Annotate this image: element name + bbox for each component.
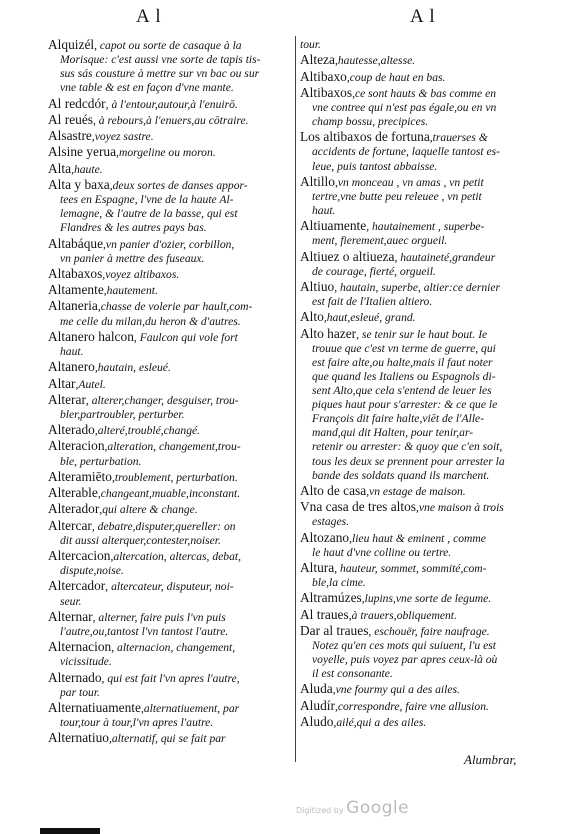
entry-definition: est fait de l'Italien altiero.	[312, 295, 433, 309]
entry-line	[300, 653, 528, 667]
entry-line	[48, 113, 294, 128]
entry-line	[300, 86, 528, 101]
entry-headword: Alteracion	[48, 439, 105, 454]
entry-line	[48, 595, 294, 609]
entry-line	[300, 561, 528, 576]
entry-line	[300, 53, 528, 68]
entry-headword: Alternado	[48, 670, 102, 685]
entry-definition: haut.	[312, 203, 336, 217]
entry-line	[300, 295, 528, 309]
entry-headword: Al traues	[300, 607, 349, 622]
entry-definition: ,hautement.	[103, 284, 158, 298]
entry-definition: ,deux sortes de danses appor-	[109, 178, 248, 192]
dictionary-entry	[48, 237, 294, 266]
dictionary-entry	[300, 219, 528, 248]
entry-line	[48, 439, 294, 454]
dictionary-entry	[48, 610, 294, 639]
entry-line	[48, 610, 294, 625]
entry-line	[300, 70, 528, 85]
entry-line	[48, 655, 294, 669]
entry-headword: Altura	[300, 560, 335, 575]
entry-definition: , alterer,changer, desguiser, trou-	[85, 393, 239, 407]
entry-line	[48, 486, 294, 501]
entry-definition: sus sás cousture à mettre sur vn bac ou sur	[60, 67, 260, 81]
entry-line	[48, 534, 294, 548]
dictionary-entry	[300, 484, 528, 499]
entry-definition: ,vn monceau , vn amas , vn petit	[334, 175, 484, 189]
entry-definition: bande des soldats quand ils marchent.	[312, 468, 490, 482]
entry-line	[300, 115, 528, 129]
dictionary-entry	[48, 671, 294, 700]
entry-definition: ,voyez sastre.	[91, 130, 154, 144]
entry-definition: tour.	[300, 38, 321, 51]
entry-definition: ble, perturbation.	[60, 454, 142, 468]
entry-definition: , alterner, faire puis l'vn puis	[92, 610, 226, 624]
dictionary-entry	[300, 561, 528, 590]
entry-headword: Alterado	[48, 423, 95, 438]
entry-line	[48, 53, 294, 67]
entry-line	[48, 345, 294, 359]
entry-line	[48, 502, 294, 517]
entry-line	[48, 252, 294, 266]
entry-definition: est faire alte,ou halte,mais il faut noter	[312, 355, 493, 369]
entry-line	[300, 280, 528, 295]
entry-line	[300, 219, 528, 234]
entry-line	[300, 699, 528, 714]
entry-definition: ,ailé,qui a des ailes.	[333, 715, 427, 729]
entry-definition: leue, puis tantost abbaisse.	[312, 159, 438, 173]
entry-definition: mand,qui dit Halten, pour tenir,ar-	[312, 426, 474, 440]
dictionary-entry	[48, 129, 294, 144]
dictionary-entry	[48, 178, 294, 235]
dictionary-entry	[48, 439, 294, 468]
entry-definition: , alternacion, changement,	[111, 641, 236, 655]
dictionary-entry	[300, 280, 528, 309]
entry-headword: Alternar	[48, 609, 93, 624]
dictionary-entry	[300, 250, 528, 279]
dictionary-entry	[48, 330, 294, 359]
dictionary-entry	[48, 283, 294, 298]
entry-headword: Altibaxos	[300, 85, 353, 100]
dictionary-entry	[300, 715, 528, 730]
entry-line	[300, 576, 528, 590]
entry-definition: champ bossu, precipices.	[312, 115, 429, 129]
entry-line	[300, 145, 528, 159]
entry-definition: me celle du milan,du heron & d'autres.	[60, 314, 241, 328]
entry-definition: ,correspondre, faire vne allusion.	[334, 699, 489, 713]
dictionary-entry	[48, 731, 294, 746]
entry-definition: ,changeant,muable,inconstant.	[97, 487, 241, 501]
entry-definition: sent Alto,que cela s'entend de leuer les	[312, 384, 492, 398]
entry-line	[48, 330, 294, 345]
entry-definition: l'autre,ou,tantost l'vn tantost l'autre.	[60, 624, 229, 638]
entry-headword: Alsastre	[48, 129, 92, 144]
entry-definition: ,vne fourmy qui a des ailes.	[332, 683, 460, 697]
dictionary-entry	[300, 591, 528, 606]
entry-line	[300, 130, 528, 145]
column-divider	[295, 36, 296, 762]
left-column	[48, 38, 294, 748]
entry-definition: de courage, fierté, orgueil.	[312, 264, 436, 278]
entry-headword: Dar al traues	[300, 623, 369, 638]
entry-definition: ,lieu haut & eminent , comme	[349, 531, 486, 545]
entry-headword: Altanero halcon	[48, 329, 134, 344]
entry-headword: Vna casa de tres altos	[300, 500, 417, 515]
dictionary-entry	[48, 162, 294, 177]
entry-line	[300, 38, 528, 52]
entry-definition: lemagne, & l'autre de la basse, qui est	[60, 207, 238, 221]
dictionary-entry	[300, 682, 528, 697]
entry-line	[48, 38, 294, 53]
entry-definition: trouue que c'est vn terme de guerre, qui	[312, 341, 496, 355]
entry-line	[300, 500, 528, 515]
entry-line	[300, 412, 528, 426]
dictionary-entry	[300, 531, 528, 560]
dictionary-entry	[48, 38, 294, 95]
dictionary-entry	[48, 145, 294, 160]
entry-definition: vne contree qui n'est pas égale,ou en vn	[312, 100, 497, 114]
entry-definition: ,hautain, esleué.	[94, 361, 171, 375]
dictionary-entry	[48, 423, 294, 438]
entry-definition: ,troublement, perturbation.	[111, 470, 238, 484]
entry-headword: Aludo	[300, 714, 334, 729]
entry-line	[300, 310, 528, 325]
entry-definition: que quand les Italiens ou Espagnols di-	[312, 369, 496, 383]
entry-headword: Alternacion	[48, 640, 112, 655]
entry-headword: Altamente	[48, 283, 104, 298]
entry-definition: ,alternatiuement, par	[140, 701, 240, 715]
entry-headword: Altabáque	[48, 236, 104, 251]
entry-headword: Alto	[300, 310, 324, 325]
entry-line	[300, 624, 528, 639]
entry-line	[300, 356, 528, 370]
entry-definition: Flandres & les autres pays bas.	[60, 221, 207, 235]
entry-headword: Alterador	[48, 502, 100, 517]
entry-line	[48, 67, 294, 81]
entry-line	[48, 423, 294, 438]
entry-definition: seur.	[60, 594, 82, 608]
entry-definition: ,vn estage de maison.	[366, 484, 466, 498]
entry-definition: ,alternatif, qui se fait par	[108, 732, 226, 746]
entry-definition: vicissitude.	[60, 655, 112, 669]
entry-definition: il est consonante.	[312, 667, 393, 681]
entry-definition: ,haut,esleué, grand.	[323, 311, 416, 325]
dictionary-entry	[300, 130, 528, 173]
entry-line	[48, 686, 294, 700]
entry-headword: Altillo	[300, 174, 335, 189]
digitized-by-label: Digitized by	[296, 806, 347, 815]
entry-line	[48, 221, 294, 235]
entry-definition: ,lupins,vne sorte de legume.	[361, 592, 492, 606]
dictionary-entry	[300, 86, 528, 129]
entry-definition: ,haute.	[71, 162, 103, 176]
entry-definition: ,hautesse,altesse.	[334, 54, 416, 68]
entry-line	[48, 377, 294, 392]
entry-headword: Altramúzes	[300, 591, 362, 606]
entry-definition: ,vne maison à trois	[416, 501, 504, 515]
entry-line	[48, 519, 294, 534]
entry-definition: par tour.	[60, 685, 100, 699]
entry-definition: haut.	[60, 344, 84, 358]
entry-headword: Altibaxo	[300, 69, 347, 84]
entry-headword: Altabaxos	[48, 266, 103, 281]
entry-definition: ,morgeline ou moron.	[116, 146, 216, 160]
entry-line	[300, 384, 528, 398]
entry-line	[48, 549, 294, 564]
entry-line	[48, 178, 294, 193]
entry-headword: Altaneria	[48, 299, 98, 314]
entry-definition: , altercateur, disputeur, noi-	[105, 580, 234, 594]
entry-definition: tertre,vne butte peu releuee , vn petit	[312, 189, 482, 203]
entry-line	[300, 101, 528, 115]
entry-line	[48, 299, 294, 314]
entry-headword: Al reués	[48, 112, 93, 127]
entry-definition: Morisque: c'est aussi vne sorte de tapis tis-	[60, 53, 261, 67]
entry-definition: François dit faire halte,viēt de l'Alle-	[312, 412, 485, 426]
entry-line	[300, 682, 528, 697]
entry-line	[48, 207, 294, 221]
page-header-right: A l	[410, 6, 436, 27]
entry-headword: Alterar	[48, 392, 86, 407]
dictionary-entry	[300, 699, 528, 714]
entry-definition: ,chasse de volerie par hault,com-	[97, 300, 253, 314]
entry-definition: retenir ou arrester: & quoy que c'en soit,	[312, 440, 503, 454]
entry-definition: ,trauerses &	[429, 131, 488, 145]
entry-line	[300, 327, 528, 342]
entry-definition: , à rebours,à l'enuers,au cōtraire.	[93, 113, 249, 127]
entry-line	[300, 370, 528, 384]
entry-definition: vne table & est en façon d'vne mante.	[60, 81, 234, 95]
entry-line	[48, 716, 294, 730]
entry-headword: Alterable	[48, 486, 98, 501]
dictionary-entry	[300, 500, 528, 529]
entry-definition: Notez qu'en ces mots qui suiuent, l'u est	[312, 638, 496, 652]
entry-line	[48, 731, 294, 746]
dictionary-entry	[300, 310, 528, 325]
entry-line	[300, 440, 528, 454]
entry-line	[48, 283, 294, 298]
entry-line	[48, 393, 294, 408]
entry-headword: Alto hazer	[300, 326, 357, 341]
entry-line	[300, 667, 528, 681]
entry-line	[300, 608, 528, 623]
entry-headword: Altanero	[48, 360, 95, 375]
entry-line	[48, 97, 294, 112]
entry-definition: ,altercation, altercas, debat,	[110, 550, 241, 564]
entry-line	[300, 484, 528, 499]
entry-definition: bler,partroubler, perturber.	[60, 407, 185, 421]
entry-line	[48, 237, 294, 252]
page-header-left: A l	[136, 6, 162, 27]
entry-line	[300, 234, 528, 248]
entry-definition: dispute,noise.	[60, 564, 124, 578]
entry-definition: le haut d'vne colline ou tertre.	[312, 545, 452, 559]
dictionary-entry	[300, 608, 528, 623]
entry-headword: Los altibaxos de fortuna	[300, 130, 430, 145]
dictionary-entry	[48, 470, 294, 485]
dictionary-entry	[48, 701, 294, 730]
dictionary-entry	[48, 377, 294, 392]
entry-definition: ,voyez altibaxos.	[102, 267, 180, 281]
entry-line	[48, 360, 294, 375]
dictionary-entry	[48, 579, 294, 608]
entry-headword: Alternatiuo	[48, 731, 109, 746]
entry-definition: , hautainement , superbe-	[366, 220, 485, 234]
dictionary-entry	[48, 267, 294, 282]
entry-line	[300, 531, 528, 546]
dictionary-entry	[48, 393, 294, 422]
corner-mark	[40, 828, 100, 834]
entry-headword: Altercacion	[48, 549, 111, 564]
entry-definition: , hautain, superbe, altier:ce dernier	[334, 281, 501, 294]
dictionary-entry	[48, 97, 294, 112]
entry-headword: Altozano	[300, 530, 350, 545]
entry-headword: Alta y baxa	[48, 177, 110, 192]
entry-definition: estages.	[312, 515, 350, 529]
entry-definition: , hauteur, sommet, sommité,com-	[334, 561, 487, 575]
entry-definition: , debatre,disputer,quereller: on	[91, 519, 236, 533]
entry-line	[48, 625, 294, 639]
entry-definition: tees en Espagne, l'vne de la haute Al-	[60, 193, 234, 207]
entry-line	[48, 315, 294, 329]
entry-line	[300, 591, 528, 606]
entry-definition: ,vn panier d'ozier, corbillon,	[103, 237, 235, 251]
dictionary-entry	[48, 299, 294, 328]
entry-headword: Alta	[48, 161, 72, 176]
entry-definition: , à l'entour,autour,à l'enuirō.	[105, 97, 238, 111]
entry-line	[48, 564, 294, 578]
entry-headword: Alsine yerua	[48, 145, 117, 160]
entry-definition: ,coup de haut en bas.	[346, 70, 446, 84]
entry-line	[48, 455, 294, 469]
entry-headword: Altiuo	[300, 280, 335, 294]
entry-headword: Al redcdór	[48, 96, 106, 111]
entry-line	[300, 639, 528, 653]
dictionary-entry	[300, 53, 528, 68]
entry-headword: Altercar	[48, 518, 92, 533]
entry-line	[300, 426, 528, 440]
entry-line	[300, 250, 528, 265]
entry-definition: tour,tour à tour,l'vn apres l'autre.	[60, 716, 214, 729]
entry-definition: , capot ou sorte de casaque à la	[94, 39, 242, 52]
dictionary-entry	[300, 175, 528, 218]
entry-definition: , qui est fait l'vn apres l'autre,	[101, 671, 240, 685]
dictionary-entry	[48, 113, 294, 128]
entry-line	[48, 470, 294, 485]
dictionary-entry	[48, 360, 294, 375]
entry-definition: ment, fierement,auec orgueil.	[312, 234, 448, 248]
entry-headword: Aludír	[300, 698, 335, 713]
dictionary-entry	[48, 502, 294, 517]
entry-headword: Alquizél	[48, 38, 95, 52]
entry-line	[300, 175, 528, 190]
entry-line	[48, 671, 294, 686]
entry-line	[48, 579, 294, 594]
dictionary-entry	[300, 70, 528, 85]
entry-line	[48, 129, 294, 144]
entry-definition: , hautaineté,grandeur	[394, 250, 496, 264]
entry-definition: , eschouër, faire naufrage.	[368, 624, 490, 638]
entry-definition: ,alteration, changement,trou-	[104, 440, 241, 454]
entry-line	[48, 193, 294, 207]
entry-definition: ,Autel.	[75, 377, 106, 391]
entry-line	[300, 515, 528, 529]
dictionary-entry	[300, 624, 528, 681]
entry-line	[300, 190, 528, 204]
entry-definition: ble,la cime.	[312, 576, 366, 589]
google-logo: Google	[346, 798, 410, 818]
entry-line	[300, 715, 528, 730]
dictionary-entry	[300, 38, 528, 52]
entry-line	[48, 81, 294, 95]
entry-line	[48, 701, 294, 716]
entry-definition: , se tenir sur le haut bout. Ie	[356, 327, 488, 341]
entry-definition: piques haut pour s'arrester: & ce que le	[312, 398, 498, 412]
entry-headword: Altiuez o altiueza	[300, 249, 395, 264]
entry-headword: Alteramiēto	[48, 469, 112, 484]
entry-definition: ,ce sont hauts & bas comme en	[352, 86, 497, 100]
entry-headword: Alto de casa	[300, 483, 367, 498]
digitized-watermark	[296, 798, 409, 818]
dictionary-entry	[48, 640, 294, 669]
dictionary-entry	[48, 549, 294, 578]
entry-definition: vn panier à mettre des fuseaux.	[60, 251, 205, 265]
entry-definition: , Faulcon qui vole fort	[133, 330, 238, 344]
entry-line	[300, 455, 528, 469]
entry-line	[300, 204, 528, 218]
entry-definition: tous les deux se prennent pour arrester la	[312, 454, 505, 468]
entry-line	[300, 398, 528, 412]
entry-line	[300, 469, 528, 483]
entry-definition: ,à trauers,obliquement.	[348, 608, 457, 622]
entry-definition: ,alteré,troublé,changé.	[94, 424, 201, 438]
entry-line	[48, 145, 294, 160]
right-column	[300, 38, 528, 731]
entry-headword: Altercador	[48, 579, 106, 594]
entry-line	[48, 267, 294, 282]
dictionary-entry	[48, 519, 294, 548]
entry-line	[300, 265, 528, 279]
entry-line	[48, 640, 294, 655]
catchword: Alumbrar,	[464, 752, 517, 767]
entry-headword: Altar	[48, 376, 76, 391]
entry-headword: Alternatiuamente	[48, 700, 141, 715]
entry-definition: accidents de fortune, laquelle tantost es-	[312, 145, 501, 159]
entry-line	[300, 546, 528, 560]
entry-headword: Altiuamente	[300, 219, 367, 234]
entry-line	[300, 160, 528, 174]
entry-line	[48, 408, 294, 422]
dictionary-entry	[48, 486, 294, 501]
entry-definition: dit aussi alterquer,contester,noiser.	[60, 533, 221, 547]
entry-headword: Aluda	[300, 682, 333, 697]
dictionary-entry	[300, 327, 528, 483]
entry-definition: voyelle, puis voyez par apres ceux-là où	[312, 653, 498, 667]
entry-line	[48, 162, 294, 177]
entry-definition: ,qui altere & change.	[99, 503, 198, 517]
entry-headword: Alteza	[300, 53, 335, 68]
entry-line	[300, 342, 528, 356]
